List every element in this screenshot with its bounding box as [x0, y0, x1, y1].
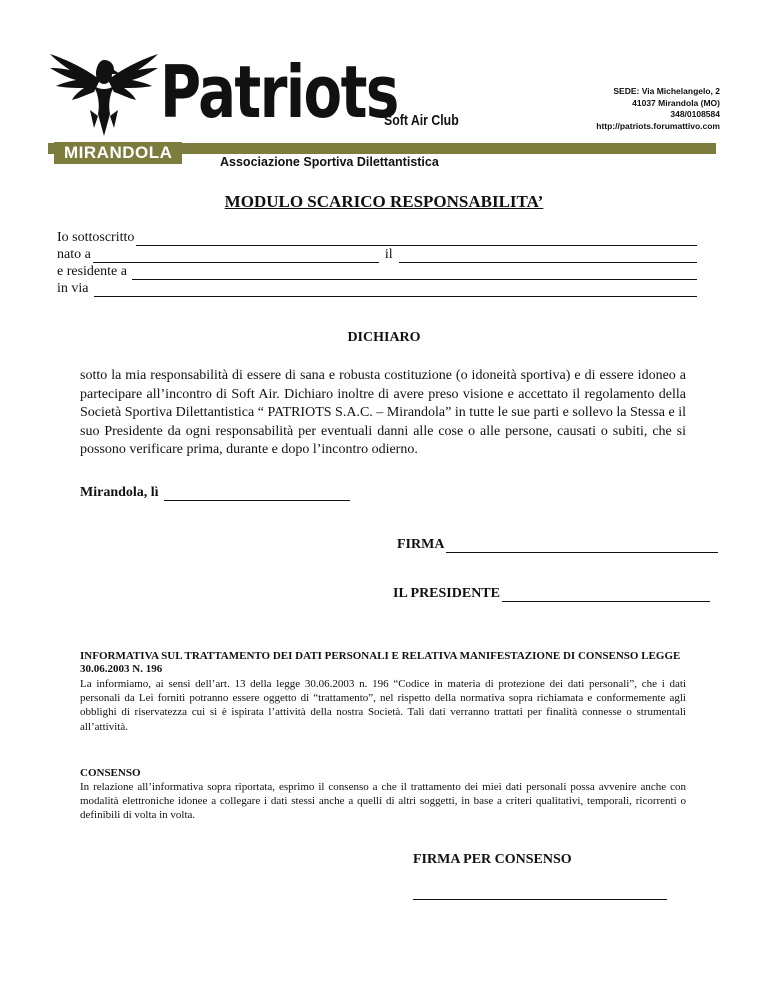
president-signature-row — [393, 586, 710, 602]
date-field[interactable] — [164, 487, 350, 501]
consent-signature-field[interactable] — [413, 899, 667, 900]
president-signature-field[interactable] — [502, 588, 710, 602]
address-line: SEDE: Via Michelangelo, 2 — [613, 86, 720, 96]
consent-text: In relazione all’informativa sopra riportata, esprimo il consenso a che il trattamento dei miei dati personali possa avvenire anche con modalità elettroniche idonee a collegare i dati stessi anche a quelli di altri soggetti, in base a criteri qualitativi, temporali, ricorrenti o definibili di volta in volta. — [80, 781, 686, 822]
field-row-name — [57, 229, 697, 246]
signature-field[interactable] — [446, 539, 718, 553]
street-field[interactable] — [94, 283, 698, 297]
phoenix-icon — [48, 50, 160, 138]
privacy-heading: INFORMATIVA SUL TRATTAMENTO DEI DATI PERSONALI E RELATIVA MANIFESTAZIONE DI CONSENSO LEGGE 30.06.2003 N. 196 — [80, 650, 681, 675]
field-label-via: in via — [57, 281, 89, 296]
website-link[interactable]: http://patriots.forumattivo.com — [596, 120, 720, 131]
field-row-residence — [57, 263, 697, 280]
field-label-nato: nato a — [57, 247, 91, 262]
field-label-sottoscritto: Io sottoscritto — [57, 230, 135, 245]
consent-signature-label: FIRMA PER CONSENSO — [413, 852, 572, 867]
phone-number: 348/0108584 — [670, 109, 720, 119]
field-row-street — [57, 280, 697, 297]
city-label: MIRANDOLA — [54, 142, 182, 164]
declaration-text: sotto la mia responsabilità di essere di sana e robusta costituzione (o idoneità sportiva) e di essere idoneo a partecipare all’incontro di Soft Air. Dichiaro inoltre di avere preso visione e accettato il regolamento della Società Sportiva Dilettantistica “ PATRIOTS S.A.C. – Mirandola” in tutte le sue parti e sollevo la Stessa e il suo Presidente da ogni responsabilità per eventuali danni alle cose o alle persone, causati o subiti, che si possono verificare prima, durante e dopo l’incontro odierno. — [80, 368, 686, 457]
name-field[interactable] — [136, 232, 697, 246]
brand-subtitle: Soft Air Club — [384, 112, 459, 129]
field-row-birth — [57, 246, 697, 263]
birthdate-field[interactable] — [399, 249, 697, 263]
field-label-residente: e residente a — [57, 264, 127, 279]
brand-logo-text: Patriots — [160, 50, 398, 134]
address-block — [596, 86, 720, 132]
place-date-row — [80, 485, 350, 501]
address-line: 41037 Mirandola (MO) — [632, 97, 720, 108]
page-title: MODULO SCARICO RESPONSABILITA’ — [224, 192, 544, 211]
signature-row — [397, 537, 718, 553]
privacy-text: La informiamo, ai sensi dell’art. 13 della legge 30.06.2003 n. 196 “Codice in materia di protezione dei dati personali”, che i dati personali da Lei forniti potranno essere oggetto di “trattamento”, nel rispetto della normativa sopra richiamata e conformemente agli obblighi di riservatezza cui si è ispirata l’attività della nostra Società. Tali dati verranno trattati per finalità connesse o strumentali all’attività. — [80, 678, 686, 733]
birthplace-field[interactable] — [93, 249, 379, 263]
signature-label: FIRMA — [397, 537, 445, 552]
president-label: IL PRESIDENTE — [393, 586, 500, 601]
consent-heading: CONSENSO — [80, 767, 141, 779]
field-label-il: il — [384, 247, 393, 262]
place-label: Mirandola, lì — [80, 485, 159, 500]
residence-field[interactable] — [132, 266, 697, 280]
section-heading-dichiaro: DICHIARO — [347, 330, 421, 345]
association-label: Associazione Sportiva Dilettantistica — [220, 155, 439, 169]
